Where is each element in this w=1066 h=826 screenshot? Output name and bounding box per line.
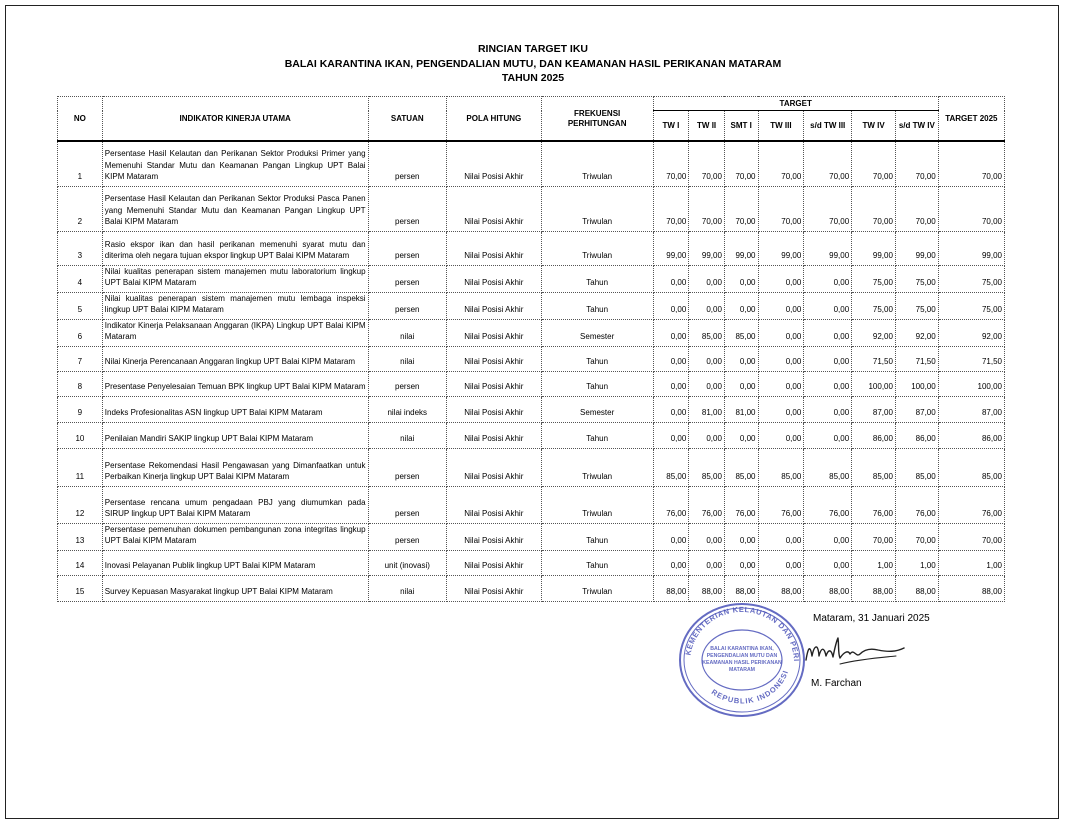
- row-tw3: 0,00: [758, 292, 804, 319]
- row-satuan: nilai: [368, 319, 446, 346]
- row-tw4: 88,00: [852, 575, 896, 601]
- row-sd-tw4: 88,00: [895, 575, 938, 601]
- row-smt1: 76,00: [724, 486, 758, 523]
- header-sd-tw3: s/d TW III: [804, 111, 852, 142]
- row-smt1: 85,00: [724, 448, 758, 486]
- table-row: [58, 422, 1005, 448]
- row-sd-tw3: 85,00: [804, 448, 852, 486]
- header-indikator: INDIKATOR KINERJA UTAMA: [102, 97, 368, 142]
- row-smt1: 0,00: [724, 523, 758, 550]
- row-target-2025: 87,00: [938, 396, 1004, 422]
- row-tw3: 70,00: [758, 186, 804, 231]
- row-pola-hitung: Nilai Posisi Akhir: [446, 186, 541, 231]
- row-no: 12: [58, 486, 103, 523]
- row-target-2025: 75,00: [938, 265, 1004, 292]
- row-frekuensi: Tahun: [541, 371, 653, 396]
- row-frekuensi: Tahun: [541, 422, 653, 448]
- row-pola-hitung: Nilai Posisi Akhir: [446, 486, 541, 523]
- row-tw3: 88,00: [758, 575, 804, 601]
- row-tw3: 0,00: [758, 371, 804, 396]
- row-no: 10: [58, 422, 103, 448]
- row-tw1: 0,00: [653, 396, 689, 422]
- row-pola-hitung: Nilai Posisi Akhir: [446, 575, 541, 601]
- row-no: 2: [58, 186, 103, 231]
- row-frekuensi: Triwulan: [541, 448, 653, 486]
- row-tw4: 86,00: [852, 422, 896, 448]
- row-frekuensi: Triwulan: [541, 186, 653, 231]
- row-sd-tw4: 70,00: [895, 141, 938, 186]
- row-tw2: 0,00: [689, 346, 725, 371]
- row-indikator: Persentase rencana umum pengadaan PBJ yang diumumkan pada SIRUP lingkup UPT Balai KIPM Mataram: [102, 486, 368, 523]
- row-pola-hitung: Nilai Posisi Akhir: [446, 265, 541, 292]
- header-target: TARGET: [653, 97, 938, 111]
- table-row: [58, 575, 1005, 601]
- row-no: 3: [58, 231, 103, 265]
- row-tw1: 0,00: [653, 550, 689, 575]
- row-tw3: 0,00: [758, 422, 804, 448]
- row-sd-tw4: 75,00: [895, 265, 938, 292]
- table-row: [58, 141, 1005, 186]
- row-smt1: 70,00: [724, 141, 758, 186]
- row-tw3: 85,00: [758, 448, 804, 486]
- row-satuan: persen: [368, 448, 446, 486]
- row-tw3: 70,00: [758, 141, 804, 186]
- row-tw1: 0,00: [653, 292, 689, 319]
- row-tw2: 0,00: [689, 422, 725, 448]
- row-target-2025: 92,00: [938, 319, 1004, 346]
- svg-text:PENGENDALIAN MUTU DAN: PENGENDALIAN MUTU DAN: [706, 653, 778, 659]
- row-satuan: unit (inovasi): [368, 550, 446, 575]
- row-target-2025: 1,00: [938, 550, 1004, 575]
- row-pola-hitung: Nilai Posisi Akhir: [446, 422, 541, 448]
- row-target-2025: 70,00: [938, 186, 1004, 231]
- header-satuan: SATUAN: [368, 97, 446, 142]
- row-sd-tw3: 70,00: [804, 186, 852, 231]
- row-sd-tw3: 88,00: [804, 575, 852, 601]
- row-tw1: 0,00: [653, 265, 689, 292]
- row-no: 4: [58, 265, 103, 292]
- row-tw1: 70,00: [653, 186, 689, 231]
- table-row: [58, 346, 1005, 371]
- row-frekuensi: Semester: [541, 396, 653, 422]
- row-satuan: persen: [368, 265, 446, 292]
- target-iku-table: [57, 96, 1005, 602]
- header-tw2: TW II: [689, 111, 725, 142]
- row-no: 1: [58, 141, 103, 186]
- row-tw4: 71,50: [852, 346, 896, 371]
- row-indikator: Persentase pemenuhan dokumen pembangunan zona integritas lingkup UPT Balai KIPM Mataram: [102, 523, 368, 550]
- header-tw4: TW IV: [852, 111, 896, 142]
- row-sd-tw4: 71,50: [895, 346, 938, 371]
- row-tw4: 70,00: [852, 141, 896, 186]
- table-row: [58, 319, 1005, 346]
- row-smt1: 0,00: [724, 346, 758, 371]
- row-tw1: 76,00: [653, 486, 689, 523]
- row-satuan: nilai indeks: [368, 396, 446, 422]
- row-smt1: 70,00: [724, 186, 758, 231]
- row-tw2: 0,00: [689, 265, 725, 292]
- svg-text:KEMENTERIAN KELAUTAN DAN PERIK: KEMENTERIAN KELAUTAN DAN PERI: [683, 604, 802, 662]
- row-indikator: Nilai kualitas penerapan sistem manajemen mutu lembaga inspeksi lingkup UPT Balai KIPM Mataram: [102, 292, 368, 319]
- row-tw2: 0,00: [689, 292, 725, 319]
- row-smt1: 85,00: [724, 319, 758, 346]
- document-title: RINCIAN TARGET IKU: [477, 43, 589, 55]
- row-indikator: Indeks Profesionalitas ASN lingkup UPT Balai KIPM Mataram: [102, 396, 368, 422]
- row-tw1: 0,00: [653, 422, 689, 448]
- header-target-2025: TARGET 2025: [938, 97, 1004, 142]
- row-tw4: 92,00: [852, 319, 896, 346]
- row-no: 14: [58, 550, 103, 575]
- row-tw4: 85,00: [852, 448, 896, 486]
- row-sd-tw3: 0,00: [804, 265, 852, 292]
- row-pola-hitung: Nilai Posisi Akhir: [446, 448, 541, 486]
- row-target-2025: 70,00: [938, 141, 1004, 186]
- row-tw2: 85,00: [689, 448, 725, 486]
- handwritten-signature: [800, 630, 910, 679]
- row-tw3: 76,00: [758, 486, 804, 523]
- row-target-2025: 88,00: [938, 575, 1004, 601]
- row-satuan: persen: [368, 231, 446, 265]
- row-no: 11: [58, 448, 103, 486]
- row-target-2025: 70,00: [938, 523, 1004, 550]
- svg-text:KEAMANAN HASIL PERIKANAN: KEAMANAN HASIL PERIKANAN: [702, 660, 782, 666]
- row-sd-tw3: 0,00: [804, 550, 852, 575]
- row-sd-tw4: 85,00: [895, 448, 938, 486]
- row-frekuensi: Semester: [541, 319, 653, 346]
- row-tw2: 76,00: [689, 486, 725, 523]
- document-year: TAHUN 2025: [501, 72, 565, 84]
- row-sd-tw4: 92,00: [895, 319, 938, 346]
- header-tw1: TW I: [653, 111, 689, 142]
- row-tw1: 85,00: [653, 448, 689, 486]
- row-indikator: Penilaian Mandiri SAKIP lingkup UPT Balai KIPM Mataram: [102, 422, 368, 448]
- row-tw2: 0,00: [689, 550, 725, 575]
- row-no: 9: [58, 396, 103, 422]
- row-frekuensi: Tahun: [541, 523, 653, 550]
- row-sd-tw3: 0,00: [804, 396, 852, 422]
- header-pola-hitung: POLA HITUNG: [446, 97, 541, 142]
- row-no: 13: [58, 523, 103, 550]
- table-row: [58, 523, 1005, 550]
- row-tw4: 75,00: [852, 292, 896, 319]
- row-frekuensi: Tahun: [541, 265, 653, 292]
- row-no: 6: [58, 319, 103, 346]
- row-tw3: 0,00: [758, 346, 804, 371]
- row-tw1: 0,00: [653, 346, 689, 371]
- row-indikator: Presentase Penyelesaian Temuan BPK lingkup UPT Balai KIPM Mataram: [102, 371, 368, 396]
- row-smt1: 0,00: [724, 265, 758, 292]
- row-sd-tw4: 86,00: [895, 422, 938, 448]
- row-no: 8: [58, 371, 103, 396]
- row-tw1: 70,00: [653, 141, 689, 186]
- row-smt1: 0,00: [724, 550, 758, 575]
- row-target-2025: 75,00: [938, 292, 1004, 319]
- row-tw4: 75,00: [852, 265, 896, 292]
- row-tw3: 99,00: [758, 231, 804, 265]
- row-frekuensi: Tahun: [541, 292, 653, 319]
- table-row: [58, 550, 1005, 575]
- row-satuan: persen: [368, 141, 446, 186]
- row-pola-hitung: Nilai Posisi Akhir: [446, 231, 541, 265]
- svg-text:MATARAM: MATARAM: [728, 667, 756, 673]
- table-row: [58, 486, 1005, 523]
- row-sd-tw4: 70,00: [895, 186, 938, 231]
- row-frekuensi: Triwulan: [541, 575, 653, 601]
- row-sd-tw3: 0,00: [804, 346, 852, 371]
- row-indikator: Persentase Hasil Kelautan dan Perikanan Sektor Produksi Pasca Panen yang Memenuhi Standar Mutu dan Keamanan Pangan Lingkup UPT Balai KIPM Mataram: [102, 186, 368, 231]
- row-target-2025: 86,00: [938, 422, 1004, 448]
- header-smt1: SMT I: [724, 111, 758, 142]
- header-sd-tw4: s/d TW IV: [895, 111, 938, 142]
- row-tw1: 88,00: [653, 575, 689, 601]
- svg-text:BALAI KARANTINA IKAN,: BALAI KARANTINA IKAN,: [710, 646, 774, 652]
- row-pola-hitung: Nilai Posisi Akhir: [446, 523, 541, 550]
- table-row: [58, 186, 1005, 231]
- header-no: NO: [58, 97, 103, 142]
- header-tw3: TW III: [758, 111, 804, 142]
- row-satuan: persen: [368, 371, 446, 396]
- row-frekuensi: Triwulan: [541, 486, 653, 523]
- row-smt1: 99,00: [724, 231, 758, 265]
- row-frekuensi: Tahun: [541, 550, 653, 575]
- official-stamp: [676, 600, 808, 723]
- document-title-block: [0, 42, 1066, 86]
- row-tw3: 0,00: [758, 550, 804, 575]
- row-tw2: 0,00: [689, 523, 725, 550]
- table-row: [58, 231, 1005, 265]
- signature-place-date: Mataram, 31 Januari 2025: [813, 613, 930, 624]
- row-tw2: 99,00: [689, 231, 725, 265]
- row-pola-hitung: Nilai Posisi Akhir: [446, 550, 541, 575]
- row-smt1: 0,00: [724, 422, 758, 448]
- row-target-2025: 85,00: [938, 448, 1004, 486]
- stamp-graphic: [676, 600, 808, 718]
- row-pola-hitung: Nilai Posisi Akhir: [446, 396, 541, 422]
- table-row: [58, 292, 1005, 319]
- row-tw3: 0,00: [758, 319, 804, 346]
- row-sd-tw3: 70,00: [804, 141, 852, 186]
- signatory-name: M. Farchan: [811, 678, 862, 689]
- row-frekuensi: Triwulan: [541, 231, 653, 265]
- table-row: [58, 371, 1005, 396]
- row-satuan: nilai: [368, 575, 446, 601]
- row-sd-tw3: 0,00: [804, 292, 852, 319]
- row-tw4: 1,00: [852, 550, 896, 575]
- row-indikator: Survey Kepuasan Masyarakat lingkup UPT Balai KIPM Mataram: [102, 575, 368, 601]
- row-frekuensi: Tahun: [541, 346, 653, 371]
- row-tw3: 0,00: [758, 396, 804, 422]
- row-sd-tw4: 100,00: [895, 371, 938, 396]
- row-sd-tw3: 76,00: [804, 486, 852, 523]
- row-tw2: 81,00: [689, 396, 725, 422]
- table-body: [58, 141, 1005, 601]
- row-sd-tw3: 0,00: [804, 422, 852, 448]
- row-sd-tw4: 99,00: [895, 231, 938, 265]
- row-target-2025: 100,00: [938, 371, 1004, 396]
- row-tw4: 70,00: [852, 523, 896, 550]
- row-satuan: persen: [368, 486, 446, 523]
- row-indikator: Persentase Hasil Kelautan dan Perikanan Sektor Produksi Primer yang Memenuhi Standar Mutu dan Keamanan Pangan Lingkup UPT Balai KIPM Mataram: [102, 141, 368, 186]
- row-sd-tw3: 0,00: [804, 523, 852, 550]
- row-tw3: 0,00: [758, 523, 804, 550]
- row-pola-hitung: Nilai Posisi Akhir: [446, 292, 541, 319]
- table-row: [58, 265, 1005, 292]
- row-satuan: persen: [368, 523, 446, 550]
- row-sd-tw4: 75,00: [895, 292, 938, 319]
- row-indikator: Inovasi Pelayanan Publik lingkup UPT Balai KIPM Mataram: [102, 550, 368, 575]
- row-indikator: Nilai kualitas penerapan sistem manajemen mutu laboratorium lingkup UPT Balai KIPM Mataram: [102, 265, 368, 292]
- row-sd-tw4: 87,00: [895, 396, 938, 422]
- row-tw1: 0,00: [653, 319, 689, 346]
- row-no: 15: [58, 575, 103, 601]
- row-smt1: 0,00: [724, 371, 758, 396]
- table-row: [58, 448, 1005, 486]
- row-smt1: 81,00: [724, 396, 758, 422]
- row-tw4: 100,00: [852, 371, 896, 396]
- row-tw2: 0,00: [689, 371, 725, 396]
- row-sd-tw3: 99,00: [804, 231, 852, 265]
- row-no: 5: [58, 292, 103, 319]
- row-satuan: persen: [368, 292, 446, 319]
- row-smt1: 88,00: [724, 575, 758, 601]
- row-indikator: Persentase Rekomendasi Hasil Pengawasan yang Dimanfaatkan untuk Perbaikan Kinerja lingkup UPT Balai KIPM Mataram: [102, 448, 368, 486]
- row-satuan: nilai: [368, 422, 446, 448]
- row-tw2: 88,00: [689, 575, 725, 601]
- row-pola-hitung: Nilai Posisi Akhir: [446, 141, 541, 186]
- row-pola-hitung: Nilai Posisi Akhir: [446, 346, 541, 371]
- row-sd-tw4: 76,00: [895, 486, 938, 523]
- row-sd-tw4: 1,00: [895, 550, 938, 575]
- row-no: 7: [58, 346, 103, 371]
- row-pola-hitung: Nilai Posisi Akhir: [446, 371, 541, 396]
- row-smt1: 0,00: [724, 292, 758, 319]
- row-tw1: 99,00: [653, 231, 689, 265]
- row-tw2: 70,00: [689, 141, 725, 186]
- row-sd-tw4: 70,00: [895, 523, 938, 550]
- svg-text:REPUBLIK INDONESIA: REPUBLIK INDONESI: [709, 668, 791, 706]
- row-satuan: nilai: [368, 346, 446, 371]
- table-row: [58, 396, 1005, 422]
- row-tw4: 70,00: [852, 186, 896, 231]
- row-target-2025: 99,00: [938, 231, 1004, 265]
- row-frekuensi: Triwulan: [541, 141, 653, 186]
- row-satuan: persen: [368, 186, 446, 231]
- document-subtitle: BALAI KARANTINA IKAN, PENGENDALIAN MUTU, DAN KEAMANAN HASIL PERIKANAN MATARAM: [284, 57, 782, 70]
- row-target-2025: 71,50: [938, 346, 1004, 371]
- row-indikator: Rasio ekspor ikan dan hasil perikanan memenuhi syarat mutu dan diterima oleh negara tujuan ekspor lingkup UPT Balai KIPM Mataram: [102, 231, 368, 265]
- row-tw4: 99,00: [852, 231, 896, 265]
- row-tw1: 0,00: [653, 371, 689, 396]
- row-pola-hitung: Nilai Posisi Akhir: [446, 319, 541, 346]
- row-indikator: Nilai Kinerja Perencanaan Anggaran lingkup UPT Balai KIPM Mataram: [102, 346, 368, 371]
- row-target-2025: 76,00: [938, 486, 1004, 523]
- row-indikator: Indikator Kinerja Pelaksanaan Anggaran (IKPA) Lingkup UPT Balai KIPM Mataram: [102, 319, 368, 346]
- row-tw3: 0,00: [758, 265, 804, 292]
- row-tw4: 87,00: [852, 396, 896, 422]
- row-sd-tw3: 0,00: [804, 371, 852, 396]
- row-sd-tw3: 0,00: [804, 319, 852, 346]
- row-tw4: 76,00: [852, 486, 896, 523]
- row-tw1: 0,00: [653, 523, 689, 550]
- header-frekuensi: FREKUENSI PERHITUNGAN: [541, 97, 653, 142]
- row-tw2: 70,00: [689, 186, 725, 231]
- row-tw2: 85,00: [689, 319, 725, 346]
